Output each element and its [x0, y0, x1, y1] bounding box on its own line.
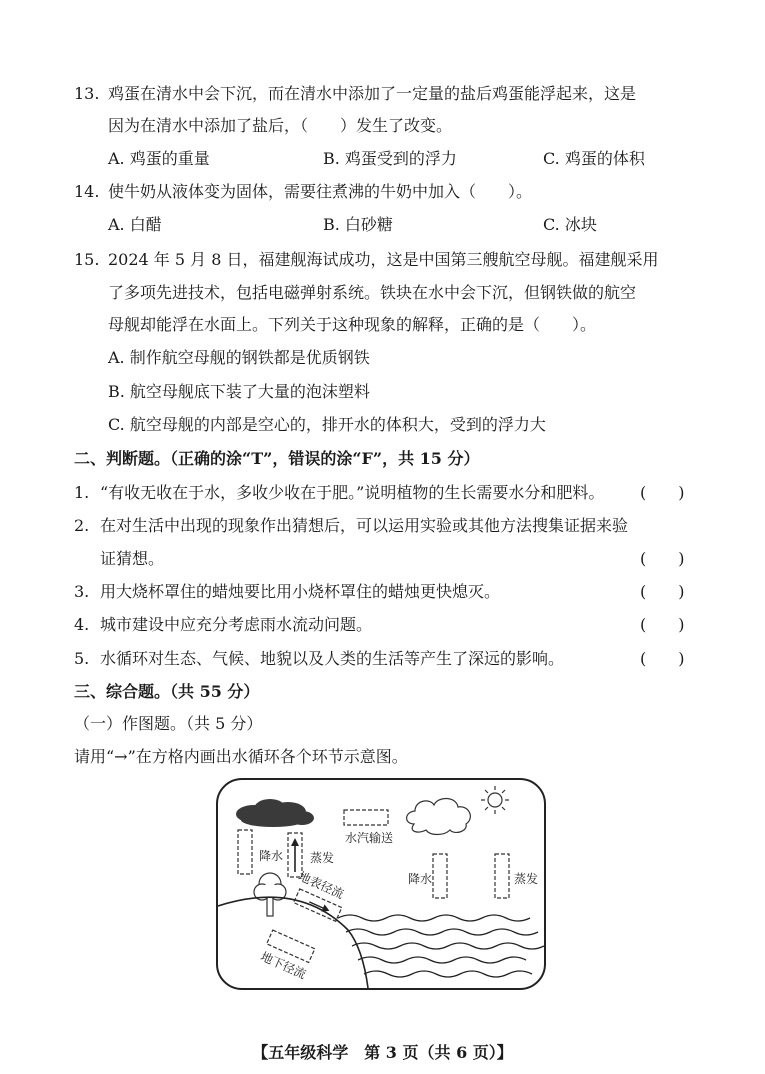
tree-icon: [254, 873, 286, 916]
q13-text: 鸡蛋在清水中会下沉，而在清水中添加了一定量的盐后鸡蛋能浮起来，这是: [108, 84, 637, 103]
q14-text: 使牛奶从液体变为固体，需要往煮沸的牛奶中加入（ ）。: [108, 182, 533, 201]
q13-option-b: B. 鸡蛋受到的浮力: [323, 149, 457, 168]
surface-runoff-label: 地表径流: [296, 869, 346, 902]
left-precipitation-label: 降水: [259, 849, 284, 863]
water-cycle-diagram: [216, 778, 546, 990]
sun-icon: [481, 786, 509, 814]
left-precipitation-box[interactable]: [238, 830, 252, 874]
right-evaporation-label: 蒸发: [514, 872, 539, 886]
judge-item-2-number: 2.: [74, 516, 90, 535]
judge-item-4-answer-box[interactable]: ( ): [640, 615, 685, 634]
page-footer: 【五年级科学 第 3 页（共 6 页）】: [252, 1043, 513, 1062]
q14-option-a: A. 白醋: [108, 215, 162, 234]
underground-runoff-label: 地下径流: [258, 949, 309, 982]
drawing-subsection-title: （一）作图题。（共 5 分）: [74, 714, 263, 733]
q15-option-b: B. 航空母舰底下装了大量的泡沫塑料: [108, 382, 370, 401]
q14-number: 14.: [74, 182, 100, 201]
sea-waves: [338, 915, 544, 977]
drawing-instruction: 请用“→”在方格内画出水循环各个环节示意图。: [74, 747, 408, 766]
q14-option-b: B. 白砂糖: [323, 215, 393, 234]
right-precipitation-box[interactable]: [433, 854, 447, 898]
judge-item-5: [74, 649, 564, 669]
rain-cloud-icon: [236, 799, 314, 827]
judge-item-1: [74, 483, 604, 503]
judge-item-1-text: “有收无收在于水，多收少收在于肥。”说明植物的生长需要水分和肥料。: [100, 483, 605, 502]
vapor-transport-box[interactable]: [344, 810, 388, 825]
q13-option-c: C. 鸡蛋的体积: [543, 149, 645, 168]
judge-item-1-number: 1.: [74, 483, 90, 502]
q15-line1: [74, 250, 659, 270]
judge-item-5-number: 5.: [74, 649, 90, 668]
right-evaporation-box[interactable]: [495, 854, 509, 898]
judge-item-4: [74, 615, 372, 635]
q13-number: 13.: [74, 84, 100, 103]
judge-item-3-text: 用大烧杯罩住的蜡烛要比用小烧杯罩住的蜡烛更快熄灭。: [100, 582, 501, 601]
left-evaporation-label: 蒸发: [310, 851, 335, 865]
q15-line2: 了多项先进技术，包括电磁弹射系统。铁块在水中会下沉，但钢铁做的航空: [108, 283, 637, 302]
judge-item-2-text: 在对生活中出现的现象作出猜想后，可以运用实验或其他方法搜集证据来验: [100, 516, 629, 535]
section-comprehensive-title: 三、综合题。（共 55 分）: [74, 682, 260, 701]
judge-item-3-number: 3.: [74, 582, 90, 601]
q13-option-a: A. 鸡蛋的重量: [108, 149, 210, 168]
q13-line2: 因为在清水中添加了盐后，（ ）发生了改变。: [108, 116, 453, 135]
judge-item-2-line2: 证猜想。: [100, 549, 165, 568]
evaporation-arrow-icon: [291, 838, 299, 872]
white-cloud-icon: [407, 798, 471, 834]
right-precipitation-label: 降水: [408, 872, 433, 886]
q15-number: 15.: [74, 250, 100, 269]
q13-line1: [74, 84, 636, 104]
q14-line1: [74, 182, 532, 202]
judge-item-5-answer-box[interactable]: ( ): [640, 649, 685, 668]
q15-option-a: A. 制作航空母舰的钢铁都是优质钢铁: [108, 348, 370, 367]
judge-item-1-answer-box[interactable]: ( ): [640, 483, 685, 502]
q14-option-c: C. 冰块: [543, 215, 597, 234]
vapor-transport-label: 水汽输送: [345, 831, 394, 845]
q15-text: 2024 年 5 月 8 日，福建舰海试成功，这是中国第三艘航空母舰。福建舰采用: [108, 250, 659, 269]
judge-item-5-text: 水循环对生态、气候、地貌以及人类的生活等产生了深远的影响。: [100, 649, 565, 668]
surface-runoff-group: [288, 868, 350, 921]
judge-item-4-text: 城市建设中应充分考虑雨水流动问题。: [100, 615, 373, 634]
q15-line3: 母舰却能浮在水面上。下列关于这种现象的解释，正确的是（ ）。: [108, 315, 597, 334]
section-judge-title: 二、判断题。（正确的涂“T”，错误的涂“F”，共 15 分）: [74, 449, 480, 468]
judge-item-2-answer-box[interactable]: ( ): [640, 549, 685, 568]
q15-option-c: C. 航空母舰的内部是空心的，排开水的体积大，受到的浮力大: [108, 415, 546, 434]
judge-item-2: [74, 516, 628, 536]
water-cycle-drawing: [218, 780, 544, 988]
judge-item-3: [74, 582, 500, 602]
judge-item-3-answer-box[interactable]: ( ): [640, 582, 685, 601]
underground-runoff-group: [259, 930, 317, 982]
judge-item-4-number: 4.: [74, 615, 90, 634]
